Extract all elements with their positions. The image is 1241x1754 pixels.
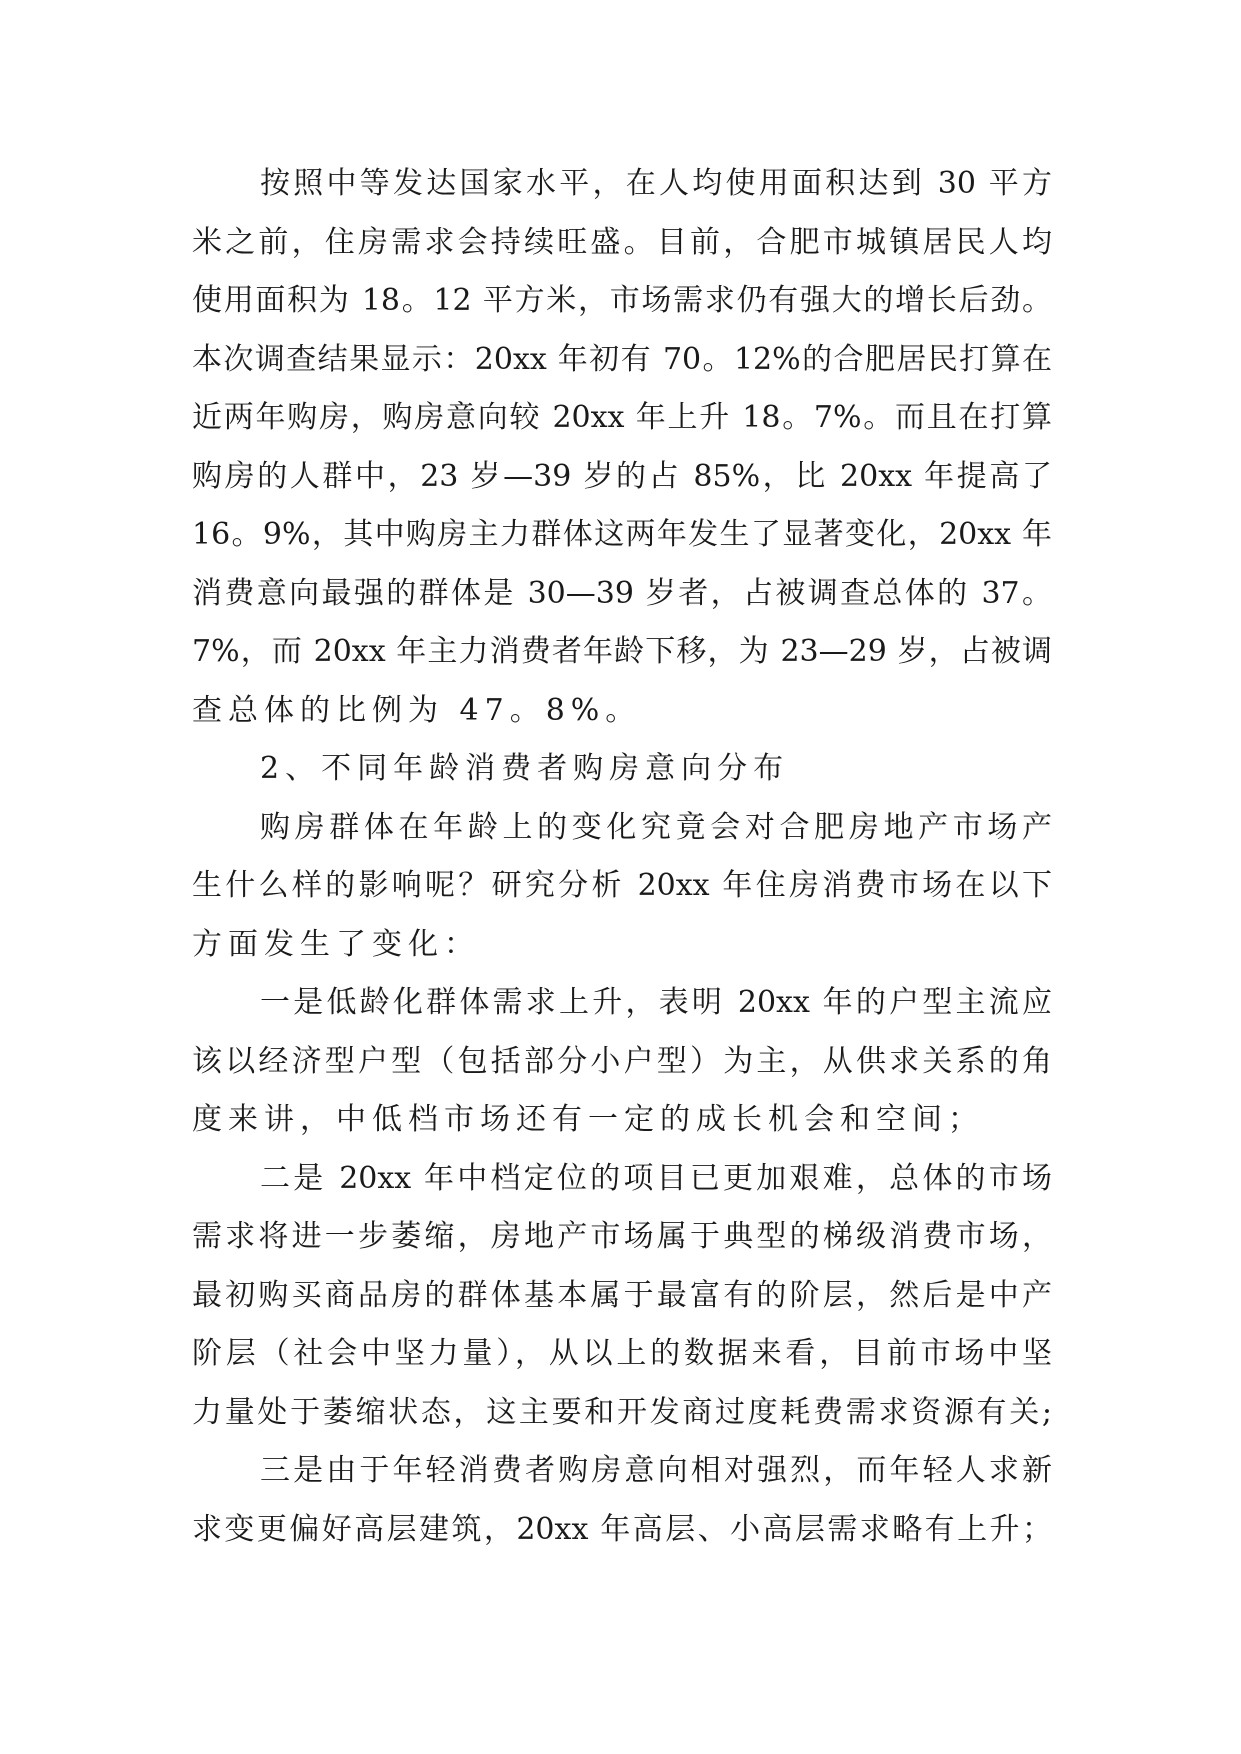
text-line: 需求将进一步萎缩，房地产市场属于典型的梯级消费市场， xyxy=(192,1219,1052,1254)
text-line: 7%，而 20xx 年主力消费者年龄下移，为 23—29 岁，占被调 xyxy=(192,634,1052,669)
text-line: 生什么样的影响呢？研究分析 20xx 年住房消费市场在以下 xyxy=(192,868,1052,903)
text-line: 16。9%，其中购房主力群体这两年发生了显著变化，20xx 年 xyxy=(192,517,1052,552)
text-line: 米之前，住房需求会持续旺盛。目前，合肥市城镇居民人均 xyxy=(192,224,1052,260)
text-line: 按照中等发达国家水平，在人均使用面积达到 30 平方 xyxy=(260,166,1052,201)
text-line: 2、不同年龄消费者购房意向分布 xyxy=(260,751,790,786)
text-line: 该以经济型户型（包括部分小户型）为主，从供求关系的角 xyxy=(192,1043,1052,1079)
text-line: 二是 20xx 年中档定位的项目已更加艰难，总体的市场 xyxy=(260,1160,1052,1196)
text-line: 购房的人群中，23 岁—39 岁的占 85%，比 20xx 年提高了 xyxy=(192,458,1052,494)
text-line: 三是由于年轻消费者购房意向相对强烈，而年轻人求新 xyxy=(260,1453,1052,1488)
text-line: 最初购买商品房的群体基本属于最富有的阶层，然后是中产 xyxy=(192,1277,1052,1313)
text-line: 求变更偏好高层建筑，20xx 年高层、小高层需求略有上升； xyxy=(192,1511,1052,1547)
text-line: 度来讲，中低档市场还有一定的成长机会和空间； xyxy=(192,1102,984,1137)
text-line: 查总体的比例为 47。8%。 xyxy=(192,692,642,728)
text-line: 方面发生了变化： xyxy=(192,926,480,962)
text-line: 阶层（社会中坚力量），从以上的数据来看，目前市场中坚 xyxy=(192,1336,1052,1371)
document-body xyxy=(192,155,1052,1559)
text-line: 近两年购房，购房意向较 20xx 年上升 18。7%。而且在打算 xyxy=(192,400,1052,435)
text-line: 使用面积为 18。12 平方米，市场需求仍有强大的增长后劲。 xyxy=(192,283,1052,318)
text-line: 力量处于萎缩状态，这主要和开发商过度耗费需求资源有关; xyxy=(192,1394,1052,1430)
text-line: 消费意向最强的群体是 30—39 岁者，占被调查总体的 37。 xyxy=(192,575,1052,611)
text-line: 本次调查结果显示：20xx 年初有 70。12%的合肥居民打算在 xyxy=(192,341,1052,377)
text-line: 一是低龄化群体需求上升，表明 20xx 年的户型主流应 xyxy=(260,985,1052,1020)
text-line: 购房群体在年龄上的变化究竟会对合肥房地产市场产 xyxy=(260,809,1052,845)
